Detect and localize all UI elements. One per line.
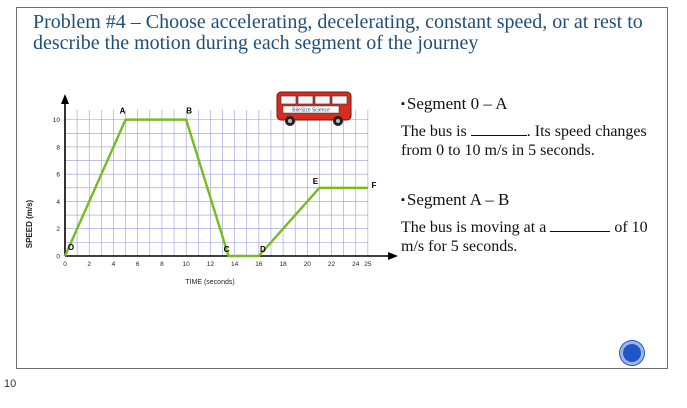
question-text: The bus is (401, 123, 471, 140)
segment-heading (401, 94, 661, 114)
point-label: C (223, 245, 230, 254)
bus-sign-text: BiteSize Science (292, 107, 330, 114)
bus-window (281, 96, 296, 104)
answer-blank[interactable] (550, 218, 610, 232)
point-label: D (259, 245, 266, 254)
x-tick-label: 20 (303, 261, 311, 268)
navigation-button[interactable] (620, 341, 644, 365)
x-tick-label: 24 (352, 261, 360, 268)
x-tick-label: 25 (364, 261, 372, 268)
bus-wheel (336, 119, 340, 123)
x-tick-label: 4 (111, 261, 116, 268)
x-tick-labels (63, 261, 372, 268)
bus-window (315, 96, 330, 104)
y-tick-label: 6 (56, 171, 60, 179)
point-label: A (119, 106, 126, 116)
bus-window (332, 96, 347, 104)
segment-question (401, 122, 661, 160)
x-tick-label: 2 (87, 261, 92, 268)
question-text: . Its speed changes from 0 to 10 m/s in 5 seconds. (401, 123, 647, 159)
x-axis-label: TIME (seconds) (185, 279, 235, 286)
x-tick-label: 12 (206, 261, 215, 268)
y-tick-label: 2 (56, 226, 60, 234)
segment-heading-text: Segment 0 – A (406, 94, 508, 113)
segment-heading (401, 190, 661, 210)
y-tick-label: 10 (52, 117, 60, 125)
y-tick-label: 4 (56, 198, 60, 206)
bus-window (298, 96, 313, 104)
question-text: The bus is moving at a (401, 219, 551, 236)
x-tick-label: 16 (255, 261, 263, 268)
question-text: of 10 m/s for 5 seconds. (401, 219, 648, 255)
x-tick-label: 6 (135, 261, 140, 268)
point-label: B (186, 106, 193, 116)
bus-wheel (288, 119, 292, 123)
y-tick-labels (53, 117, 61, 260)
x-tick-label: 8 (160, 261, 164, 268)
x-tick-label: 10 (182, 261, 190, 268)
bus-illustration (275, 90, 355, 128)
question-panel (401, 94, 661, 256)
y-tick-label: 0 (56, 253, 60, 261)
point-label: F (371, 180, 377, 190)
y-axis-label: SPEED (m/s) (25, 199, 34, 249)
segment-heading-text: Segment A – B (406, 190, 510, 209)
point-label: O (67, 243, 75, 252)
y-tick-label: 8 (56, 144, 60, 152)
answer-blank[interactable] (471, 122, 527, 136)
x-tick-label: 18 (279, 261, 287, 268)
x-tick-label: 14 (230, 261, 239, 268)
bullet-icon: ▪ (401, 98, 405, 110)
page-number: 10 (4, 378, 17, 390)
point-label: E (312, 176, 319, 186)
x-tick-label: 0 (63, 261, 67, 268)
chart-grid (65, 107, 368, 256)
slide-title: Problem #4 – Choose accelerating, decelerating, constant speed, or at rest to describe the motion during each segment of the journey (33, 11, 643, 54)
slide (16, 7, 668, 369)
y-axis-arrow (61, 94, 69, 104)
bullet-icon: ▪ (401, 194, 405, 206)
x-tick-label: 22 (327, 261, 336, 268)
x-axis-arrow (388, 252, 398, 260)
segment-question (401, 218, 661, 256)
